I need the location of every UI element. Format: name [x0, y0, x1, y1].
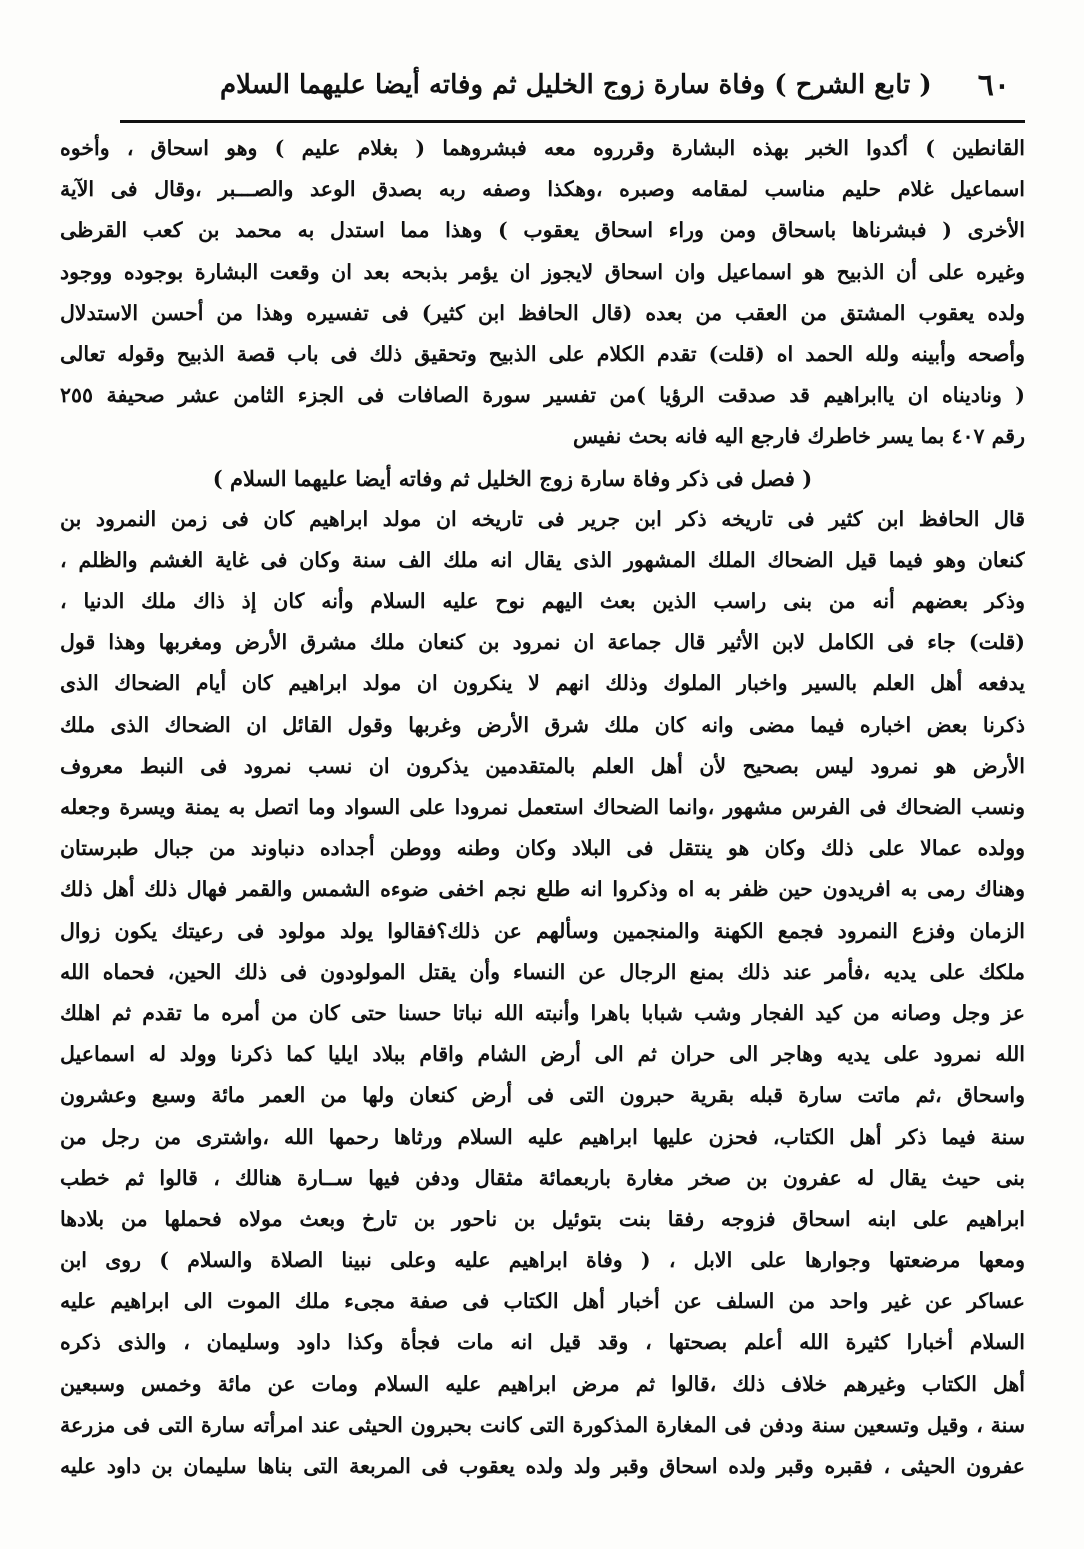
text-line: (قلت) جاء فى الكامل لابن الأثير قال جماعة ان نمرود بن كنعان ملك مشرق الأرض ومغربها وهذا قول: [60, 630, 1025, 655]
text-line: يدفعه أهل العلم بالسير واخبار الملوك وذلك انهم لا ينكرون ان مولد ابراهيم كان أيام الضحاك الذى: [60, 671, 1025, 696]
text-line: قال الحافظ ابن كثير فى تاريخه ذكر ابن جرير فى تاريخه ان مولد ابراهيم كان فى زمن النمرود بن: [60, 506, 1025, 531]
text-line: واسحاق ،ثم ماتت سارة قبله بقرية حبرون التى فى أرض كنعان ولها من العمر مائة وسبع وعشرون: [60, 1083, 1025, 1108]
text-line: ولده يعقوب المشتق من العقب من بعده (قال الحافظ ابن كثير) فى تفسيره وهذا من أحسن الاستدلال: [60, 300, 1025, 325]
text-line: بنى حيث يقال له عفرون بن صخر مغارة باربعمائة مثقال ودفن فيها ســارة هنالك ، قالوا ثم خطب: [60, 1165, 1025, 1190]
running-title: ( تابع الشرح ) وفاة سارة زوج الخليل ثم وفاته أيضا عليهما السلام: [220, 70, 932, 100]
text-line: أهل الكتاب وغيرهم خلاف ذلك ،قالوا ثم مرض ابراهيم عليه السلام ومات عن مائة وخمس وسبعين: [60, 1371, 1025, 1396]
text-line: ذكرنا بعض اخباره فيما مضى وانه كان ملك شرق الأرض وغربها وقول القائل ان الضحاك الذى ملك: [60, 712, 1025, 737]
text-line: عساكر عن غير واحد من السلف عن أخبار أهل الكتاب فى صفة مجىء ملك الموت الى ابراهيم عليه: [60, 1289, 1025, 1314]
text-line: وولده عمالا على ذلك وكان هو ينتقل فى البلاد وكان وطنه ووطن أجداده دنباوند من جبال طبرستان: [60, 836, 1025, 861]
body-text: [60, 128, 1025, 1487]
text-line: اسماعيل غلام حليم مناسب لمقامه وصبره ،وهكذا وصفه ربه بصدق الوعد والصـــبر ،وقال فى الآية: [60, 177, 1025, 202]
page-number: ٦٠: [977, 67, 1010, 103]
text-line: سنة ، وقيل وتسعين سنة ودفن فى المغارة المذكورة التى كانت بحبرون الحيثى عند امرأته سارة التى فى مزرعة: [60, 1412, 1025, 1437]
text-line: وأصحه وأبينه ولله الحمد اه (قلت) تقدم الكلام على الذبيح وتحقيق ذلك فى باب قصة الذبيح وقوله تعالى: [60, 341, 1025, 366]
text-line: رقم ٤٠٧ بما يسر خاطرك فارجع اليه فانه بحث نفيس: [572, 424, 1025, 449]
text-line: وغيره على أن الذبيح هو اسماعيل وان اسحاق لايجوز ان يؤمر بذبحه بعد ان وقعت البشارة بوجوده ووجود: [60, 259, 1025, 284]
text-line: ( وناديناه ان ياابراهيم قد صدقت الرؤيا )من تفسير سورة الصافات فى الجزء الثامن عشر صحيفة ٢٥٥: [60, 383, 1025, 408]
text-line: الأرض هو نمرود ليس بصحيح لأن أهل العلم بالمتقدمين يذكرون ان نسب نمرود فى النبط معروف: [60, 753, 1025, 778]
text-line: ونسب الضحاك فى الفرس مشهور ،وانما الضحاك استعمل نمرودا على السواد وما اتصل به يمنة ويسرة وجعله: [60, 795, 1025, 819]
text-line: الله نمرود على يديه وهاجر الى حران ثم الى أرض الشام واقام ببلاد ايليا كما ذكرنا وولد له اسماعيل: [60, 1042, 1025, 1067]
header-divider: [120, 120, 1025, 123]
text-line: القانطين ) أكدوا الخبر بهذه البشارة وقرروه معه فبشروهما ( بغلام عليم ) وهو اسحاق ، وأخوه: [60, 136, 1025, 160]
text-line: ومعها مرضعتها وجوارها على الابل ، ( وفاة ابراهيم عليه وعلى نبينا الصلاة والسلام ) روى ابن: [60, 1248, 1025, 1273]
page-header: [170, 60, 1010, 110]
text-line: وهناك رمى به افريدون حين ظفر به اه وذكروا انه طلع نجم اخفى ضوءه الشمس والقمر فهال ذلك أهل ذلك: [60, 877, 1025, 902]
text-line: عفرون الحيثى ، فقبره وقبر ولده اسحاق وقبر ولد ولده يعقوب فى المربعة التى بناها سليمان بن داود عليه: [60, 1454, 1025, 1478]
text-line: سنة فيما ذكر أهل الكتاب، فحزن عليها ابراهيم عليه السلام ورثاها رحمها الله ،واشترى من رجل من: [60, 1124, 1025, 1149]
text-line: وذكر بعضهم أنه من بنى راسب الذين بعث اليهم نوح عليه السلام وأنه كان إذ ذاك ملك الدنيا ،: [60, 589, 1025, 614]
text-line: عز وجل وصانه من كيد الفجار وشب شبابا باهرا وأنبته الله نباتا حسنا حتى كان من أمره ما تقدم ثم اهلك: [60, 1000, 1025, 1025]
text-line: ابراهيم على ابنه اسحاق فزوجه رفقا بنت بتوئيل بن ناحور بن تارخ وبعث مولاه فحملها من بلادها: [60, 1206, 1025, 1231]
text-line: السلام أخبارا كثيرة الله أعلم بصحتها ، وقد قيل انه مات فجأة وكذا داود وسليمان ، والذى ذكره: [60, 1330, 1025, 1355]
section-heading: ( فصل فى ذكر وفاة سارة زوج الخليل ثم وفاته أيضا عليهما السلام ): [212, 465, 813, 491]
text-line: الأخرى ( فبشرناها باسحاق ومن وراء اسحاق يعقوب ) وهذا مما استدل به محمد بن كعب القرظى: [60, 218, 1025, 243]
text-line: الزمان وفزع النمرود فجمع الكهنة والمنجمين وسألهم عن ذلك؟فقالوا يولد مولود فى رعيتك يكون زوال: [60, 918, 1025, 943]
text-line: ملكك على يديه ،فأمر عند ذلك بمنع الرجال عن النساء وأن يقتل المولودون فى ذلك الحين، فحماه الله: [60, 959, 1025, 984]
text-line: كنعان وهو فيما قيل الضحاك الملك المشهور الذى يقال انه ملك الف سنة وكان فى غاية الغشم والظلم ،: [60, 547, 1025, 572]
